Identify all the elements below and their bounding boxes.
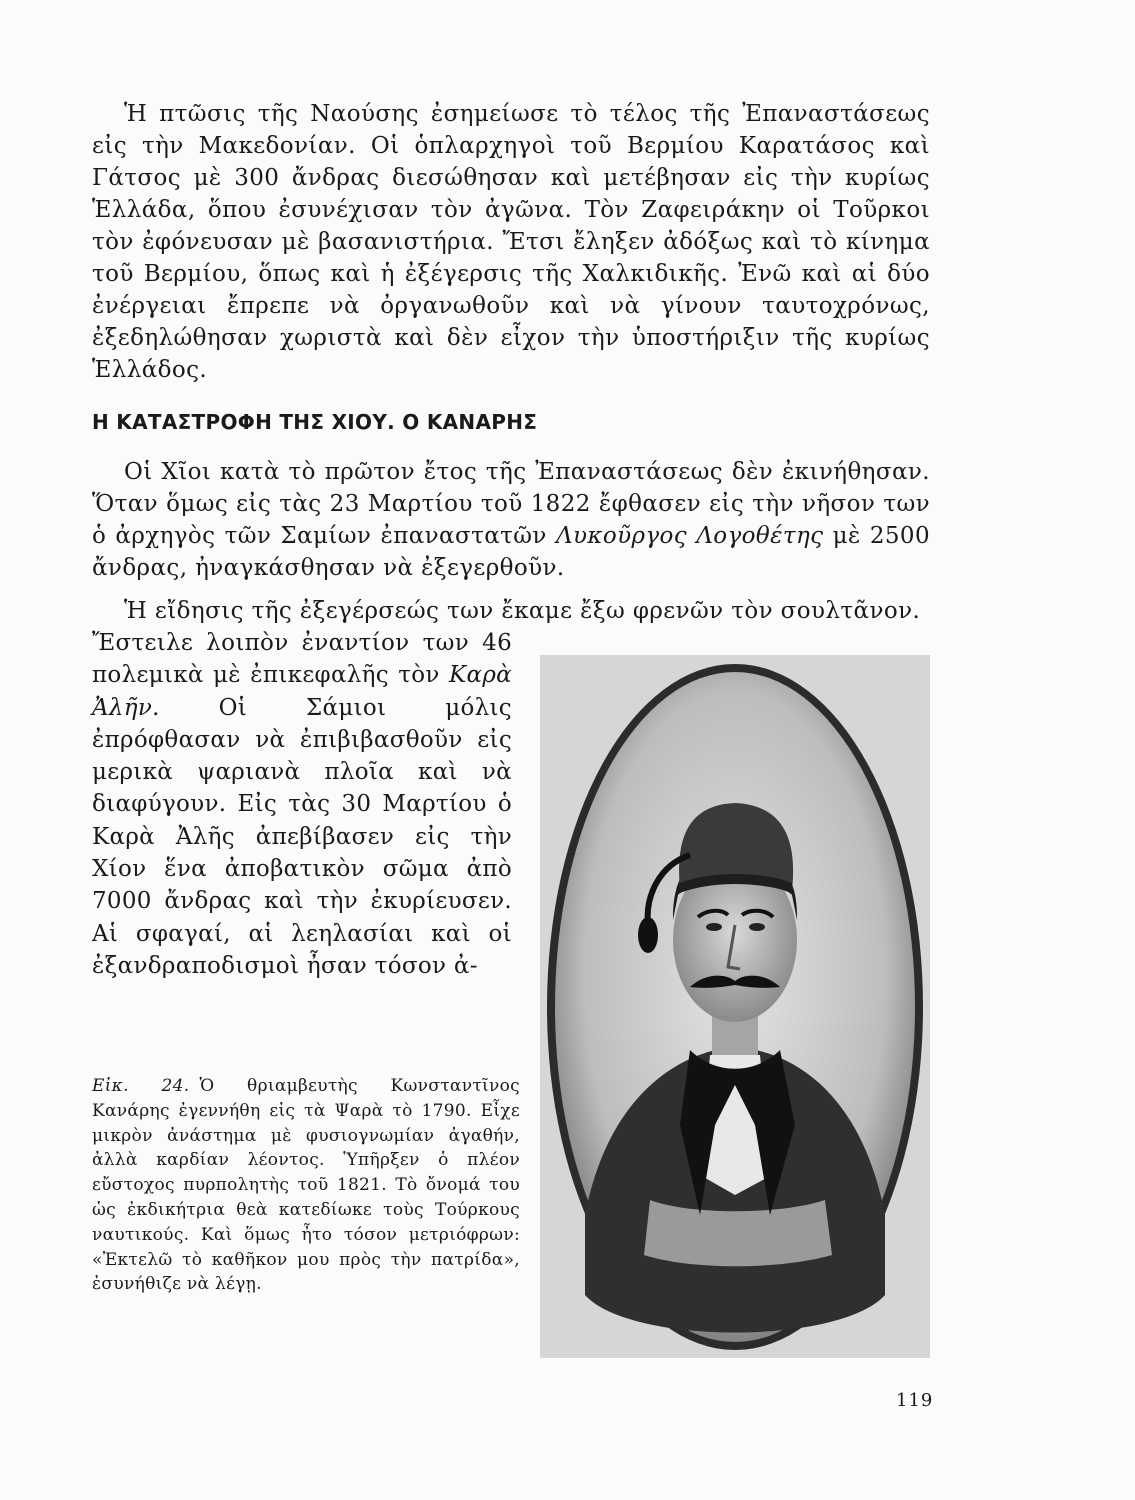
chios-paragraph-2-text: Ἔστειλε λοιπὸν ἐναντίον των 46 πολεμικὰ μὲ ἐπικεφαλῆς τὸν (92, 630, 512, 689)
figure-label: Εἰκ. 24. (92, 1076, 190, 1096)
right-eye (749, 923, 765, 931)
kanaris-portrait (540, 655, 930, 1358)
kara-ali-name: Καρὰ Ἀλῆν (92, 662, 512, 721)
chios-paragraph-1-end: μὲ 2500 ἄνδρας, ἠναγκάσθησαν νὰ ἐξεγερθοῦν. (92, 523, 930, 581)
portrait-illustration (540, 655, 930, 1358)
chios-paragraph-2-rest: . Οἱ Σάμιοι μόλις ἐπρόφθασαν νὰ ἐπιβιβασθοῦν εἰς μερικὰ ψαριανὰ πλοῖα καὶ νὰ διαφύγουν. Εἰς τὰς 30 Μαρτίου ὁ Καρὰ Ἀλῆς ἀπεβίβασεν εἰς τὴν Χίον ἕνα ἀποβατικὸν σῶμα ἀπὸ 7000 ἄνδρας καὶ τὴν ἐκυρίευσεν. Αἱ σφαγαί, αἱ λεηλασίαι καὶ οἱ ἐξανδραποδισμοὶ ἦσαν τόσον ἀ- (92, 694, 512, 979)
left-eye (706, 923, 722, 931)
figure-caption-text: Ὁ θριαμβευτὴς Κωνσταντῖνος Κανάρης ἐγεννήθη εἰς τὰ Ψαρὰ τὸ 1790. Εἶχε μικρὸν ἀνάστημα μὲ φυσιογνωμίαν ἀγαθήν, ἀλλὰ καρδίαν λέοντος. Ὑπῆρξεν ὁ πλέον εὔστοχος πυρπολητὴς τοῦ 1821. Τὸ ὄνομά του ὡς ἐκδικήτρια θεὰ κατεδίωκε τοὺς Τούρκους ναυτικούς. Καὶ ὅμως ἦτο τόσον μετριόφρων: «Ἐκτελῶ τὸ καθῆκον μου πρὸς τὴν πατρίδα», ἐσυνήθιζε νὰ λέγῃ. (92, 1076, 521, 1295)
chios-paragraph-2-first-line: Ἡ εἴδησις τῆς ἐξεγέρσεώς των ἔκαμε ἔξω φρενῶν τὸν σουλτᾶνον. (124, 598, 921, 624)
lykourgos-logothetis-name: Λυκοῦργος Λογοθέτης (555, 523, 824, 549)
fez-tassel (638, 917, 658, 953)
chios-paragraph-2-body (92, 627, 512, 982)
section-heading: Η ΚΑΤΑΣΤΡΟΦΗ ΤΗΣ ΧΙΟΥ. Ο ΚΑΝΑΡΗΣ (92, 410, 538, 434)
intro-paragraph: Ἡ πτῶσις τῆς Ναούσης ἐσημείωσε τὸ τέλος τῆς Ἐπαναστάσεως εἰς τὴν Μακεδονίαν. Οἱ ὁπλαρχηγοὶ τοῦ Βερμίου Καρατάσος καὶ Γάτσος μὲ 300 ἄνδρας διεσώθησαν καὶ μετέβησαν εἰς τὴν κυρίως Ἑλλάδα, ὅπου ἐσυνέχισαν τὸν ἀγῶνα. Τὸν Ζαφειράκην οἱ Τοῦρκοι τὸν ἐφόνευσαν μὲ βασανιστήρια. Ἔτσι ἔληξεν ἀδόξως καὶ τὸ κίνημα τοῦ Βερμίου, ὅπως καὶ ἡ ἐξέγερσις τῆς Χαλκιδικῆς. Ἐνῶ καὶ αἱ δύο ἐνέργειαι ἔπρεπε νὰ ὀργανωθοῦν καὶ νὰ γίνουν ταυτοχρόνως, ἐξεδηλώθησαν χωριστὰ καὶ δὲν εἶχον τὴν ὑποστήριξιν τῆς κυρίως Ἑλλάδος. (92, 101, 930, 383)
chios-paragraph-1 (92, 456, 930, 584)
chios-paragraph-1-text: Οἱ Χῖοι κατὰ τὸ πρῶτον ἔτος τῆς Ἐπαναστάσεως δὲν ἐκινήθησαν. Ὅταν ὅμως εἰς τὰς 23 Μαρτίου τοῦ 1822 ἔφθασεν εἰς τὴν νῆσον των ὁ ἀρχηγὸς τῶν Σαμίων ἐπαναστατῶν (92, 459, 930, 549)
page-number: 119 (896, 1390, 934, 1411)
figure-caption (92, 1074, 520, 1297)
